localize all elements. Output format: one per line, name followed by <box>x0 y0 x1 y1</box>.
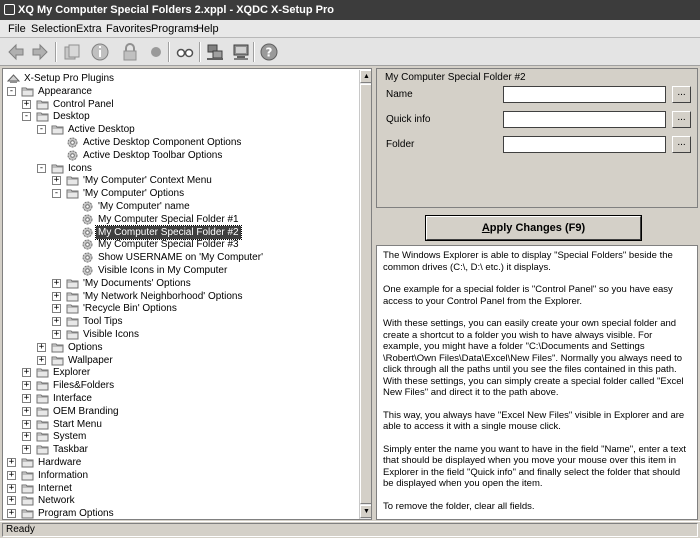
folder-label: Folder <box>386 139 415 150</box>
tree-item[interactable] <box>3 290 357 303</box>
computer-icon[interactable] <box>230 41 252 63</box>
help-paragraph: To remove the folder, clear all fields. <box>383 500 535 512</box>
quick-info-label: Quick info <box>386 114 431 125</box>
tree-item-label: Network <box>38 495 75 507</box>
tree-item[interactable] <box>3 200 357 213</box>
scroll-up-icon[interactable]: ▲ <box>360 70 372 83</box>
folder-icon <box>51 354 64 367</box>
help-paragraph: Simply enter the name you want to have in the field "Name", enter a text that should be displayed when you move your mouse over this item in Explorer in the field "Quick info" and finally select the folder that should be displayed when you open the item. <box>383 443 686 489</box>
tree-item[interactable] <box>3 328 357 341</box>
expand-icon[interactable]: + <box>23 405 30 416</box>
menu-bar <box>0 20 700 38</box>
tree-item-label: Icons <box>68 162 92 174</box>
tree-item[interactable] <box>3 405 357 418</box>
tree-item-label: 'My Computer' Context Menu <box>83 175 212 187</box>
expand-icon[interactable]: + <box>53 303 60 314</box>
tree-item-label: System <box>53 431 87 443</box>
tree-item[interactable] <box>3 264 357 277</box>
info-icon[interactable] <box>89 41 111 63</box>
folder-icon <box>36 418 49 431</box>
folder-icon <box>36 98 49 111</box>
apply-accelerator: A <box>481 222 490 234</box>
tree-item-label: Visible Icons <box>83 329 139 340</box>
menu-programs[interactable]: Programs <box>151 23 199 35</box>
gear-icon <box>81 213 94 226</box>
help-paragraph: One example for a special folder is "Control Panel" so you have easy access to your Control Panel from the Explorer. <box>383 284 673 307</box>
menu-file[interactable]: File <box>8 23 26 35</box>
svg-text:?: ? <box>265 45 273 60</box>
tree-item[interactable] <box>3 251 357 264</box>
expand-icon[interactable]: + <box>23 380 30 391</box>
tree-item-label: 'My Computer' Options <box>83 188 185 200</box>
tree-vertical-scrollbar[interactable] <box>359 70 372 519</box>
folder-icon <box>36 392 49 405</box>
gear-icon <box>81 226 94 239</box>
tree-item[interactable] <box>3 443 357 456</box>
collapse-icon[interactable]: - <box>53 188 60 199</box>
tree-item[interactable] <box>3 379 357 392</box>
tree-item-label: Start Menu <box>53 418 102 430</box>
tree-item[interactable] <box>3 418 357 431</box>
back-icon[interactable] <box>5 41 27 63</box>
app-icon <box>4 4 15 15</box>
tree-item-label: Active Desktop <box>68 124 135 136</box>
menu-extra[interactable]: Extra <box>76 23 102 35</box>
menu-selection[interactable]: Selection <box>31 23 77 35</box>
tree-item-label: Wallpaper <box>68 354 113 366</box>
folder-icon <box>51 123 64 136</box>
apply-label: pply Changes (F9) <box>489 222 586 234</box>
folder-input[interactable] <box>503 136 666 153</box>
tree-item[interactable] <box>3 354 357 367</box>
expand-icon[interactable]: + <box>23 98 30 109</box>
folder-icon <box>66 315 79 328</box>
folder-icon <box>36 110 49 123</box>
folder-icon <box>51 341 64 354</box>
tree-item[interactable] <box>3 392 357 405</box>
expand-icon[interactable]: + <box>23 367 30 378</box>
plugin-tree[interactable] <box>2 68 372 520</box>
name-input[interactable] <box>503 86 666 103</box>
name-label: Name <box>386 89 413 100</box>
help-paragraph: With these settings, you can easily create your own special folder and create a shortcut to a folder you wish to have always visible. For example, you might have a folder "C:\Documents and Settings \Robert\Own Files\Data\Excel\New Files". Normally you always need to click through all the paths until you see the files contained in this path. With these settings, you can simply create a special folder called "Excel New Files" and direct it to the path above. <box>383 318 684 398</box>
expand-icon[interactable]: + <box>53 316 60 327</box>
tree-item[interactable] <box>3 98 357 111</box>
quick-info-browse-button[interactable]: ... <box>672 111 691 128</box>
expand-icon[interactable]: + <box>8 469 15 480</box>
gear-icon <box>81 200 94 213</box>
toolbar-separator <box>199 42 201 62</box>
properties-panel <box>376 68 698 208</box>
name-browse-button[interactable]: ... <box>672 86 691 103</box>
expand-icon[interactable]: + <box>53 175 60 186</box>
tree-item-label: Active Desktop Toolbar Options <box>83 149 223 161</box>
tree-item[interactable] <box>3 85 357 98</box>
tree-item[interactable] <box>3 162 357 175</box>
window-title: XQ My Computer Special Folders 2.xppl - XQDC X-Setup Pro <box>18 4 334 16</box>
folder-icon <box>21 85 34 98</box>
folder-icon <box>36 366 49 379</box>
tree-item-label: Program Options <box>38 508 114 520</box>
tree-item[interactable] <box>3 507 357 520</box>
expand-icon[interactable]: + <box>8 457 15 467</box>
tree-item[interactable] <box>3 136 357 149</box>
tree-item-label: Visible Icons in My Computer <box>98 265 228 276</box>
folder-icon <box>66 328 79 341</box>
folder-icon <box>36 430 49 443</box>
tree-item-label: Information <box>38 469 89 481</box>
expand-icon[interactable]: + <box>23 444 30 455</box>
folder-icon <box>36 379 49 392</box>
quick-info-input[interactable] <box>503 111 666 128</box>
status-text: Ready <box>2 523 698 537</box>
properties-title: My Computer Special Folder #2 <box>385 72 526 83</box>
collapse-icon[interactable]: - <box>23 111 30 122</box>
tree-item-label: Hardware <box>38 457 82 468</box>
tree-item[interactable] <box>3 238 357 251</box>
gear-icon <box>66 136 79 149</box>
folder-icon <box>66 290 79 303</box>
help-text-panel <box>376 245 698 520</box>
tree-item[interactable] <box>3 469 357 482</box>
tree-item-label: X-Setup Pro Plugins <box>24 73 115 84</box>
folder-icon <box>21 507 34 520</box>
tree-item[interactable] <box>3 302 357 315</box>
title-bar <box>0 0 700 20</box>
record-icon[interactable] <box>145 41 167 63</box>
folder-icon <box>36 443 49 456</box>
tree-item-label: Options <box>68 341 103 353</box>
tree-item-label: Taskbar <box>53 444 89 456</box>
tree-item-label: Appearance <box>38 85 92 97</box>
expand-icon[interactable]: + <box>8 495 15 506</box>
tree-item-label: Desktop <box>53 111 90 123</box>
tree-item[interactable] <box>3 482 357 495</box>
gear-icon <box>81 251 94 264</box>
tree-item-label: Explorer <box>53 367 91 379</box>
expand-icon[interactable]: + <box>53 290 60 301</box>
tree-item[interactable] <box>3 366 357 379</box>
expand-icon[interactable]: + <box>23 393 30 403</box>
folder-icon <box>21 456 34 469</box>
tree-item-label: 'My Computer' name <box>98 201 190 212</box>
tree-item-label: 'My Documents' Options <box>83 277 191 289</box>
gear-icon <box>81 264 94 277</box>
apply-changes-button[interactable] <box>426 216 641 240</box>
tree-item[interactable] <box>3 315 357 328</box>
folder-icon <box>66 174 79 187</box>
expand-icon[interactable]: + <box>23 418 30 429</box>
toolbar-separator <box>55 42 57 62</box>
tree-item-label: Interface <box>53 393 92 404</box>
folder-icon <box>21 482 34 495</box>
expand-icon[interactable]: + <box>53 329 60 339</box>
collapse-icon[interactable]: - <box>38 162 45 173</box>
folder-browse-button[interactable]: ... <box>672 136 691 153</box>
tree-item-label: Internet <box>38 482 72 494</box>
folder-icon <box>51 162 64 175</box>
scroll-down-icon[interactable]: ▼ <box>360 505 372 518</box>
collapse-icon[interactable]: - <box>38 124 45 135</box>
collapse-icon[interactable]: - <box>8 85 15 96</box>
tree-item[interactable] <box>3 187 357 200</box>
tree-item-label: My Computer Special Folder #2 <box>98 226 239 238</box>
pane-splitter[interactable] <box>372 68 375 520</box>
tree-item[interactable] <box>3 341 357 354</box>
forward-icon[interactable] <box>29 41 51 63</box>
copy-icon[interactable] <box>61 41 83 63</box>
plugin-icon <box>7 72 20 85</box>
toolbar <box>0 38 700 66</box>
expand-icon[interactable]: + <box>38 341 45 352</box>
tree-item-label: My Computer Special Folder #1 <box>98 213 239 225</box>
tree-item[interactable] <box>3 494 357 507</box>
tree-item[interactable] <box>3 123 357 136</box>
tree-item-label: Control Panel <box>53 98 114 110</box>
expand-icon[interactable]: + <box>53 277 60 288</box>
expand-icon[interactable]: + <box>8 508 15 519</box>
tree-item[interactable] <box>3 213 357 226</box>
folder-icon <box>66 302 79 315</box>
view-icon[interactable] <box>174 41 196 63</box>
tree-item-label: Active Desktop Component Options <box>83 137 242 148</box>
folder-icon <box>66 187 79 200</box>
tree-item[interactable] <box>3 149 357 162</box>
tree-item-label: Tool Tips <box>83 316 123 328</box>
gear-icon <box>81 238 94 251</box>
tree-item-label: My Computer Special Folder #3 <box>98 239 239 251</box>
lock-icon[interactable] <box>119 41 141 63</box>
folder-icon <box>21 469 34 482</box>
tree-item[interactable] <box>3 72 357 85</box>
toolbar-separator <box>168 42 170 62</box>
menu-favorites[interactable]: Favorites <box>106 23 152 35</box>
tree-item-label: 'Recycle Bin' Options <box>83 303 177 315</box>
expand-icon[interactable]: + <box>23 431 30 442</box>
tree-item-label: Files&Folders <box>53 380 115 392</box>
status-bar <box>0 521 700 538</box>
network-icon[interactable] <box>204 41 226 63</box>
tree-item[interactable] <box>3 110 357 123</box>
folder-icon <box>21 494 34 507</box>
tree-item-label: Show USERNAME on 'My Computer' <box>98 252 263 264</box>
tree-item[interactable] <box>3 277 357 290</box>
tree-item-label: 'My Network Neighborhood' Options <box>83 290 243 302</box>
toolbar-separator <box>253 42 255 62</box>
tree-item[interactable] <box>3 456 357 469</box>
tree-item[interactable] <box>3 226 357 239</box>
help-paragraph: The Windows Explorer is able to display "Special Folders" beside the common drives (C:\, D:\ etc.) it displays. <box>383 250 673 273</box>
tree-item-label: OEM Branding <box>53 405 119 417</box>
menu-help[interactable]: Help <box>196 23 219 35</box>
expand-icon[interactable]: + <box>8 482 15 493</box>
help-paragraph: This way, you always have "Excel New Files" visible in Explorer and are able to access it with a single mouse click. <box>383 409 685 432</box>
folder-icon <box>36 405 49 418</box>
tree-item[interactable] <box>3 430 357 443</box>
folder-icon <box>66 277 79 290</box>
scroll-thumb[interactable] <box>360 84 372 504</box>
tree-item[interactable] <box>3 174 357 187</box>
expand-icon[interactable]: + <box>38 354 45 365</box>
gear-icon <box>66 149 79 162</box>
help-icon[interactable] <box>258 41 280 63</box>
